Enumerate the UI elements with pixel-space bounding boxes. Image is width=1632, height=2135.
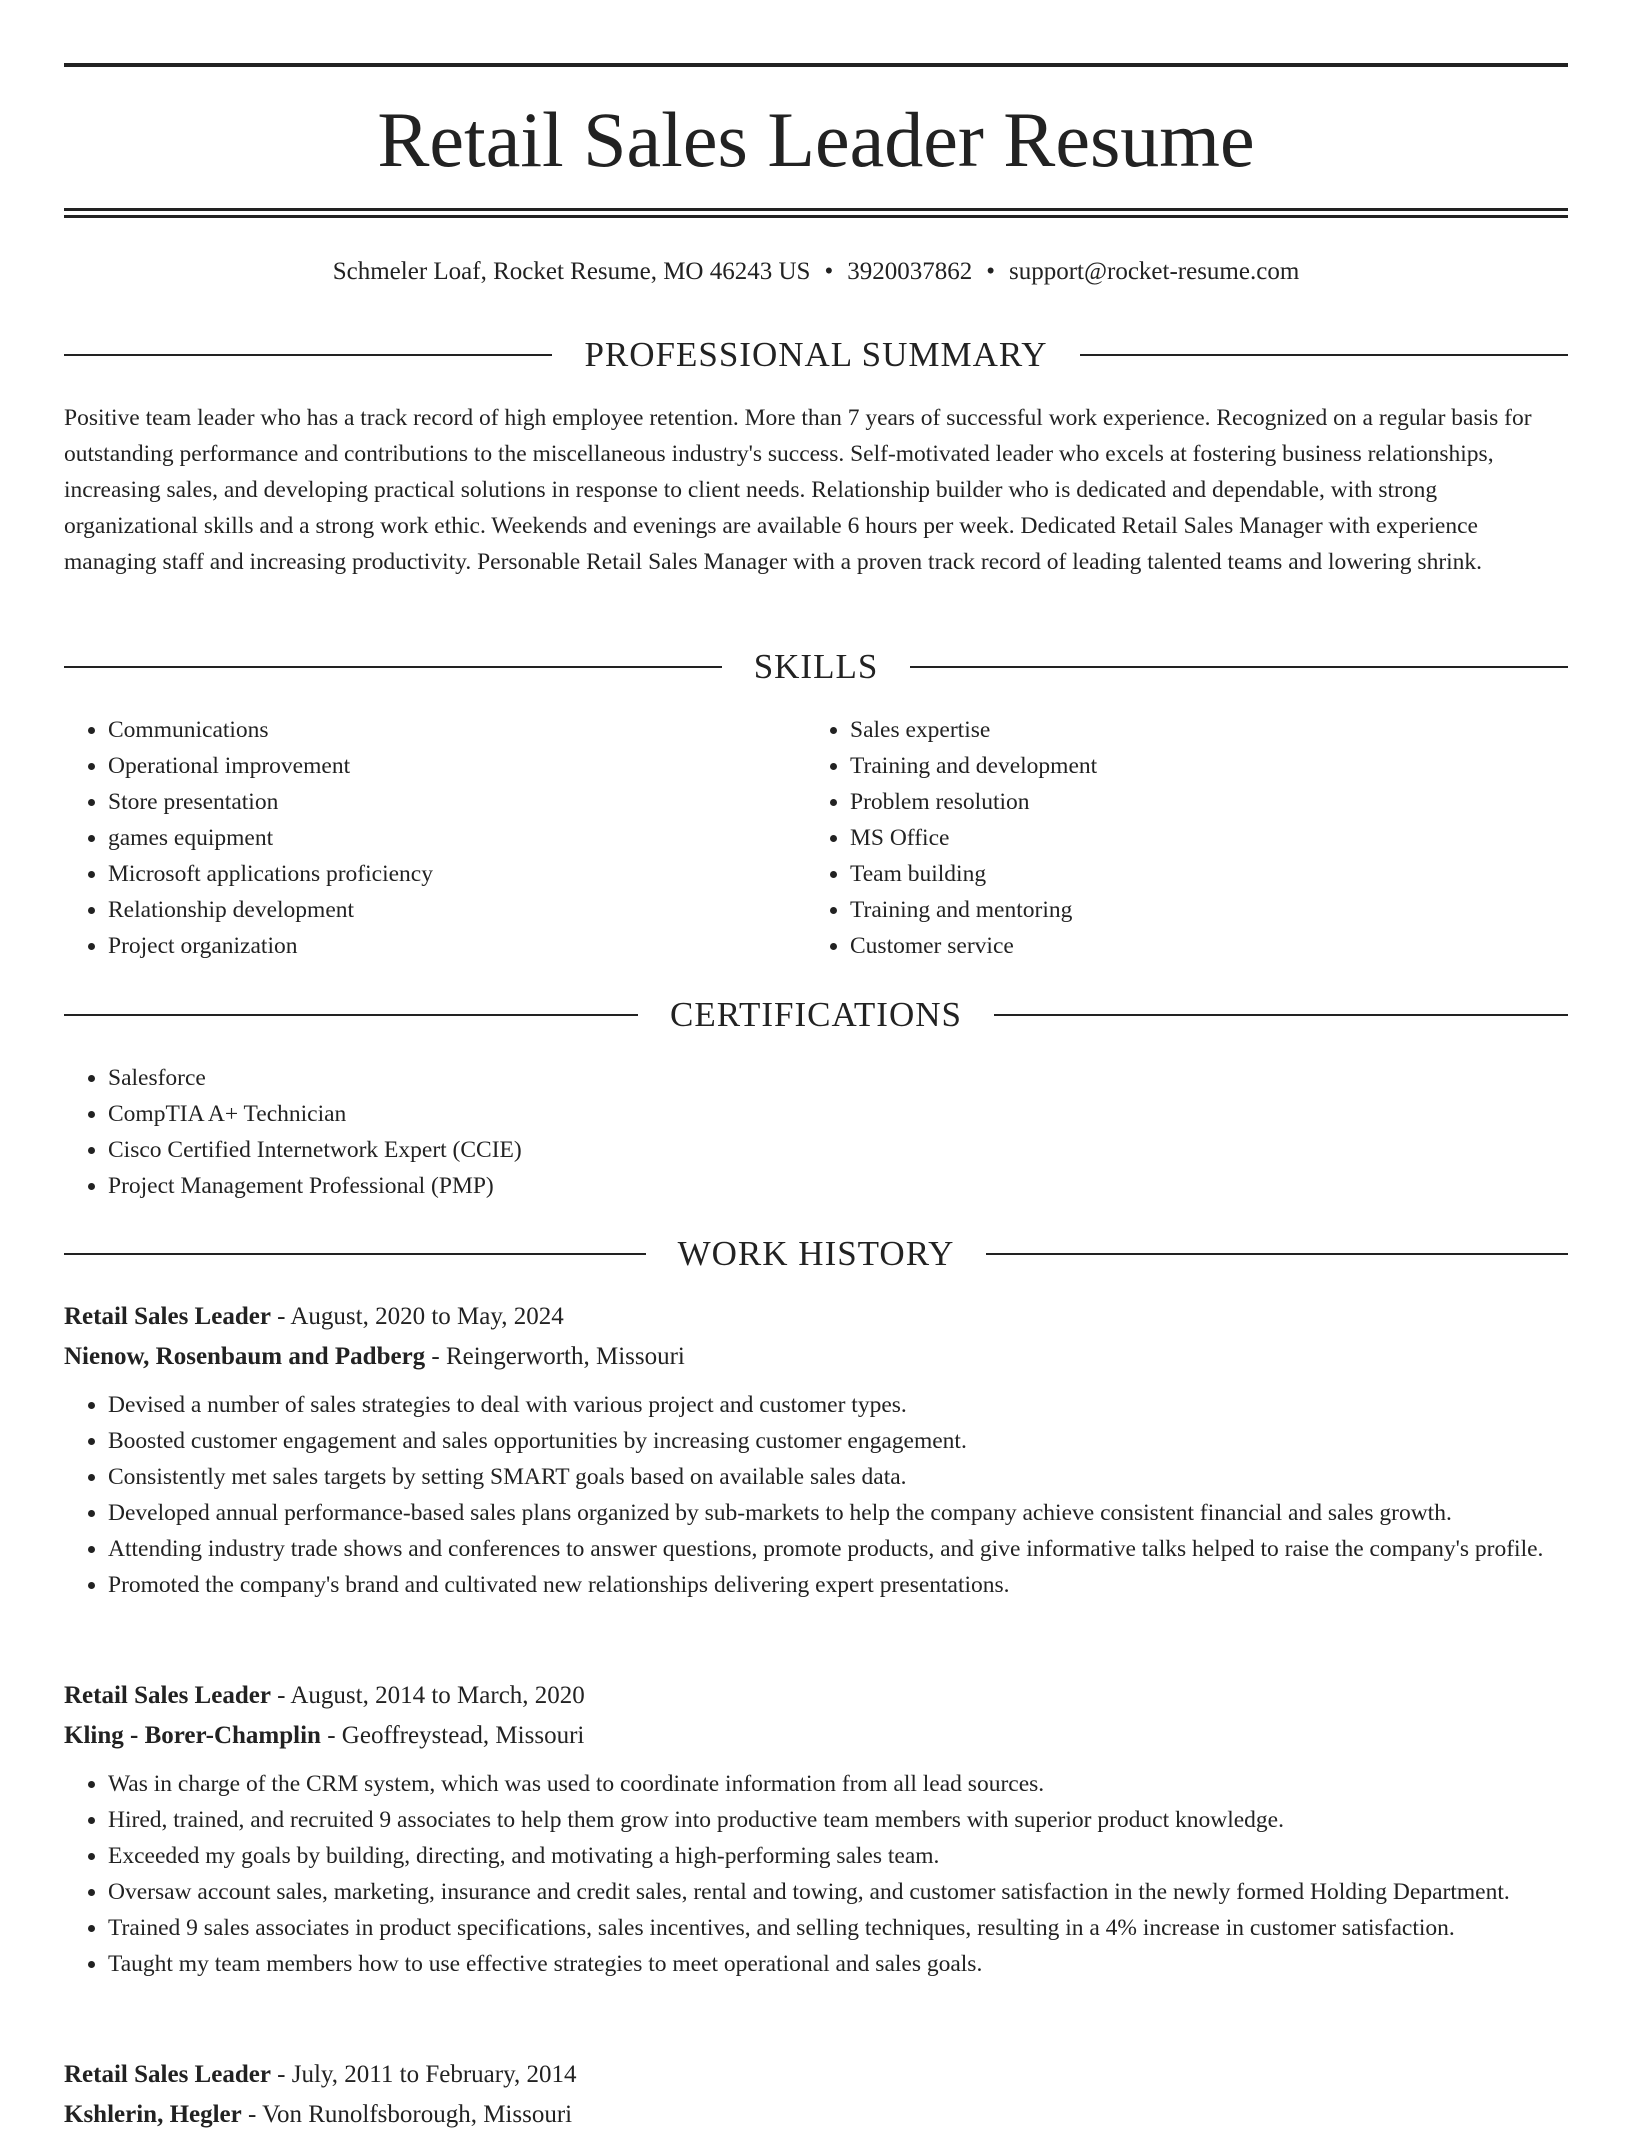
job-dates: July, 2011 to February, 2014 [291,2061,577,2088]
job-bullet: • Devised a number of sales strategies to deal with various project and customer types. [108,1387,1568,1423]
top-rule [64,63,1568,67]
job-bullet: • Oversaw account sales, marketing, insurance and credit sales, rental and towing, and customer satisfaction in the newly formed Holding Department. [108,1874,1568,1910]
certification-item: • Salesforce [108,1060,1568,1096]
skill-item: • Communications [108,712,764,748]
job-bullet: • Developed annual performance-based sales plans organized by sub-markets to help the company achieve consistent financial and sales growth. [108,1495,1568,1531]
certification-item: • Cisco Certified Internetwork Expert (CCIE) [108,1132,1568,1168]
summary-paragraph: Positive team leader who has a track record of high employee retention. More than 7 years of successful work experience. Recognized on a regular basis for outstanding performance and contributions to the miscellaneous industry's success. Self-motivated leader who excels at fostering business relationships, increasing sales, and developing practical solutions in response to client needs. Relationship builder who is dedicated and dependable, with strong organizational skills and a strong work ethic. Weekends and evenings are available 6 hours per week. Dedicated Retail Sales Manager with experience managing staff and increasing productivity. Personable Retail Sales Manager with a proven track record of leading talented teams and lowering shrink. [64,405,1532,575]
skill-item: • Training and mentoring [850,892,1506,928]
job-bullet: • Was in charge of the CRM system, which was used to coordinate information from all lead sources. [108,1766,1568,1802]
section-rule [64,354,552,356]
section-title-work-history: WORK HISTORY [677,1234,955,1273]
skill-item: • games equipment [108,820,764,856]
job-entry [64,2055,1568,2135]
job-bullet: • Consistently met sales targets by setting SMART goals based on available sales data. [108,1459,1568,1495]
skill-item: • Relationship development [108,892,764,928]
skill-item: • Problem resolution [850,784,1506,820]
job-location: Reingerworth, Missouri [446,1343,685,1370]
section-rule [994,1014,1568,1016]
contact-separator: • [824,258,834,285]
section-header-summary [64,333,1568,377]
skill-item: • Project organization [108,928,764,964]
section-rule [910,666,1568,668]
section-rule [1080,354,1568,356]
section-header-work-history [64,1232,1568,1276]
job-company-line: Kling - Borer-Champlin - Geoffreystead, Missouri [64,1722,585,1749]
skill-item: • Training and development [850,748,1506,784]
section-rule [986,1253,1568,1255]
skills-list-left [64,712,764,964]
contact-line [64,254,1568,290]
job-bullet: • Boosted customer engagement and sales opportunities by increasing customer engagement. [108,1423,1568,1459]
job-bullets [64,1766,1568,1982]
contact-address: Schmeler Loaf, Rocket Resume, MO 46243 US [332,258,811,285]
certifications-bullets [64,1060,1568,1204]
skill-item: • MS Office [850,820,1506,856]
job-company: Kling - Borer-Champlin [64,1722,321,1749]
section-header-skills [64,645,1568,689]
section-rule [64,666,722,668]
job-location: Geoffreystead, Missouri [341,1722,585,1749]
contact-phone: 3920037862 [847,258,973,285]
job-title: Retail Sales Leader [64,1303,271,1330]
section-rule [64,1253,646,1255]
contact-email[interactable]: support@rocket-resume.com [1008,258,1300,285]
skill-item: • Sales expertise [850,712,1506,748]
job-title: Retail Sales Leader [64,1682,271,1709]
section-rule [64,1014,638,1016]
job-bullet: • Trained 9 sales associates in product specifications, sales incentives, and selling techniques, resulting in a 4% increase in customer satisfaction. [108,1910,1568,1946]
job-company-line: Kshlerin, Hegler - Von Runolfsborough, Missouri [64,2101,573,2128]
job-bullets [64,1387,1568,1603]
skill-item: • Store presentation [108,784,764,820]
job-bullet: • Exceeded my goals by building, directing, and motivating a high-performing sales team. [108,1838,1568,1874]
job-bullet: • Promoted the company's brand and cultivated new relationships delivering expert presentations. [108,1567,1568,1603]
job-title-line: Retail Sales Leader - August, 2014 to March, 2020 [64,1682,585,1709]
section-title-skills: SKILLS [753,647,879,686]
job-dates: August, 2020 to May, 2024 [290,1303,564,1330]
job-dates: August, 2014 to March, 2020 [290,1682,585,1709]
section-header-certifications [64,993,1568,1037]
certification-item: • Project Management Professional (PMP) [108,1168,1568,1204]
skills-column-right [806,712,1506,964]
skill-item: • Microsoft applications proficiency [108,856,764,892]
page-title: Retail Sales Leader Resume [377,96,1255,183]
title-rule-upper [64,208,1568,211]
job-bullet: • Attending industry trade shows and conferences to answer questions, promote products, and give informative talks helped to raise the company's profile. [108,1531,1568,1567]
section-title-certifications: CERTIFICATIONS [670,995,962,1034]
skills-column-left [64,712,764,964]
job-title-line: Retail Sales Leader - July, 2011 to February, 2014 [64,2061,577,2088]
job-entry [64,1676,1568,1982]
job-company-line: Nienow, Rosenbaum and Padberg - Reingerworth, Missouri [64,1343,685,1370]
job-location: Von Runolfsborough, Missouri [262,2101,573,2128]
skill-item: • Team building [850,856,1506,892]
job-bullet: • Hired, trained, and recruited 9 associates to help them grow into productive team members with superior product knowledge. [108,1802,1568,1838]
skill-item: • Customer service [850,928,1506,964]
skills-list-right [806,712,1506,964]
contact-separator: • [986,258,995,285]
job-company: Nienow, Rosenbaum and Padberg [64,1343,426,1370]
job-company: Kshlerin, Hegler [64,2101,242,2128]
section-title-summary: PROFESSIONAL SUMMARY [584,335,1048,374]
job-title-line: Retail Sales Leader - August, 2020 to May, 2024 [64,1303,564,1330]
job-title: Retail Sales Leader [64,2061,271,2088]
certification-item: • CompTIA A+ Technician [108,1096,1568,1132]
skill-item: • Operational improvement [108,748,764,784]
job-bullet: • Taught my team members how to use effective strategies to meet operational and sales goals. [108,1946,1568,1982]
job-entry [64,1297,1568,1603]
title-rule-lower [64,215,1568,218]
certifications-list [64,1060,1568,1204]
